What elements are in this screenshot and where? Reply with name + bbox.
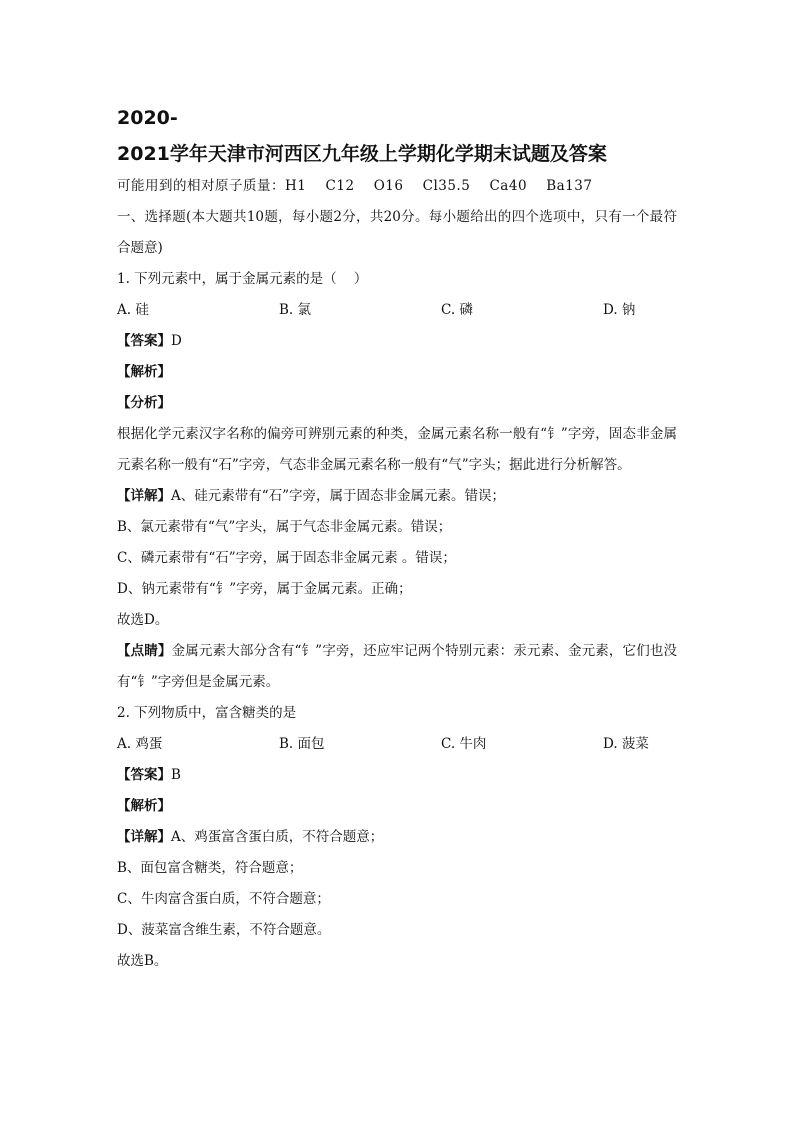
q1-option-a: A. 硅 — [117, 302, 149, 318]
q2-detail-tag: 【详解】 — [117, 829, 171, 845]
q1-fenxi-text: 根据化学元素汉字名称的偏旁可辨别元素的种类，金属元素名称一般有“钅”字旁，固态非金属元素名称一般有“石”字旁，气态非金属元素名称一般有“气”字头；据此进行分析解答。 — [117, 426, 677, 473]
q1-option-b: B. 氯 — [279, 302, 312, 318]
q1-option-c: C. 磷 — [441, 302, 473, 318]
q1-conclusion: 故选D。 — [117, 612, 169, 628]
q1-options — [117, 295, 677, 326]
q2-stem: 2. 下列物质中，富含糖类的是 — [117, 705, 297, 721]
q1-dianjing-tag: 【点睛】 — [117, 643, 172, 659]
section1-heading: 一、选择题(本大题共10题，每小题2分，共20分。每小题给出的四个选项中，只有一个最符合题意) — [117, 209, 677, 256]
q1-answer — [117, 326, 677, 357]
q2-detail-a-line — [117, 822, 677, 853]
q1-jiexi-tag: 【解析】 — [117, 364, 171, 380]
doc-title-line1: 2020- — [117, 107, 178, 129]
q1-detail-a: A、硅元素带有“石”字旁，属于固态非金属元素。错误； — [171, 488, 506, 504]
q1-detail-b: B、氯元素带有“气”字头，属于气态非金属元素。错误； — [117, 519, 452, 535]
q2-options — [117, 729, 677, 760]
q1-stem: 1. 下列元素中，属于金属元素的是（ ） — [117, 271, 368, 287]
q2-answer-value: B — [171, 767, 181, 783]
q1-answer-tag: 【答案】 — [117, 333, 171, 349]
q2-answer-tag: 【答案】 — [117, 767, 171, 783]
doc-title-line2: 2021学年天津市河西区九年级上学期化学期末试题及答案 — [117, 143, 607, 165]
q2-option-b: B. 面包 — [279, 736, 325, 752]
q1-fenxi-tag: 【分析】 — [117, 395, 171, 411]
atomic-mass-line: 可能用到的相对原子质量：H1 C12 O16 Cl35.5 Ca40 Ba137 — [117, 178, 593, 194]
q1-answer-value: D — [171, 333, 182, 349]
document-page — [117, 101, 677, 977]
q1-detail-c: C、磷元素带有“石”字旁，属于固态非金属元素 。错误； — [117, 550, 456, 566]
q2-detail-d: D、菠菜富含维生素，不符合题意。 — [117, 922, 331, 938]
q1-detail-a-line — [117, 481, 677, 512]
q1-dianjing — [117, 636, 677, 698]
q1-dianjing-text: 金属元素大部分含有“钅”字旁，还应牢记两个特别元素：汞元素、金元素，它们也没有“钅”字旁但是金属元素。 — [117, 643, 677, 690]
q2-option-d: D. 菠菜 — [603, 736, 649, 752]
q2-option-c: C. 牛肉 — [441, 736, 487, 752]
q2-option-a: A. 鸡蛋 — [117, 736, 163, 752]
q2-detail-c: C、牛肉富含蛋白质，不符合题意； — [117, 891, 330, 907]
q1-detail-tag: 【详解】 — [117, 488, 171, 504]
q2-answer — [117, 760, 677, 791]
q2-conclusion: 故选B。 — [117, 953, 168, 969]
q1-option-d: D. 钠 — [603, 302, 636, 318]
q1-detail-d: D、钠元素带有“钅”字旁，属于金属元素。正确； — [117, 581, 412, 597]
q2-jiexi-tag: 【解析】 — [117, 798, 171, 814]
q2-detail-b: B、面包富含糖类，符合题意； — [117, 860, 303, 876]
q2-detail-a: A、鸡蛋富含蛋白质，不符合题意； — [171, 829, 384, 845]
